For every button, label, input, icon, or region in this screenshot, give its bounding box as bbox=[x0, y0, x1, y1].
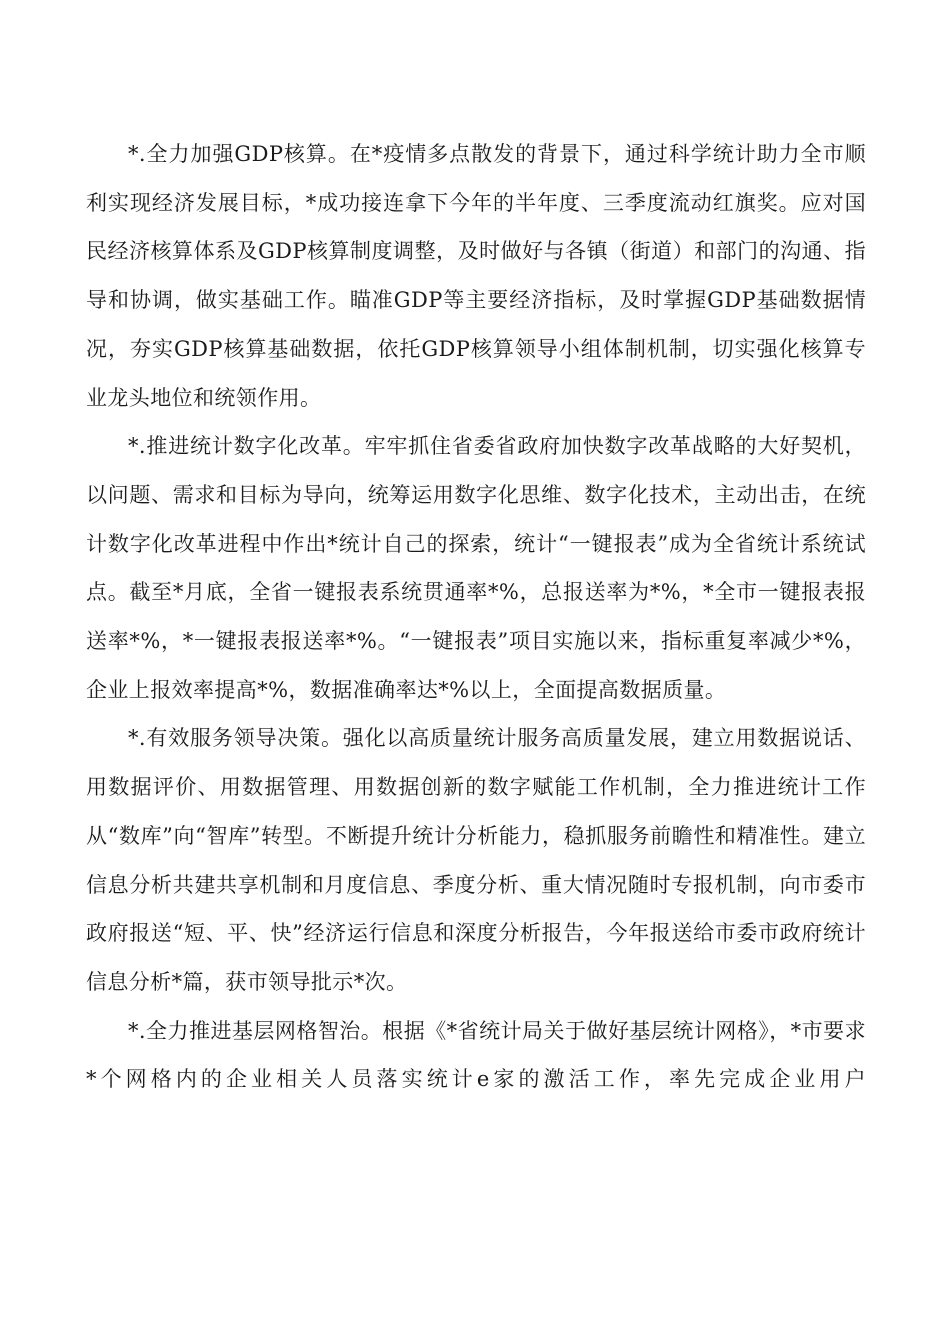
paragraph-heading: *.全力推进基层网格智治。 bbox=[128, 1018, 383, 1043]
paragraph-digital-reform bbox=[86, 422, 866, 714]
paragraph-heading: *.全力加强GDP核算。 bbox=[128, 142, 350, 166]
paragraph-gdp-accounting bbox=[86, 130, 866, 422]
paragraph-grid-governance bbox=[86, 1007, 866, 1104]
paragraph-text: 牢牢抓住省委省政府加快数字改革战略的大好契机，以问题、需求和目标为导向，统筹运用数字化思维、数字化技术，主动出击，在统计数字化改革进程中作出*统计自己的探索，统计“一键报表”成为全省统计系统试点。截至*月底，全省一键报表系统贯通率*%，总报送率为*%，*全市一键报表报送率*%，*一键报表报送率*%。“一键报表”项目实施以来，指标重复率减少*%，企业上报效率提高*%，数据准确率达*%以上，全面提高数据质量。 bbox=[86, 434, 866, 702]
document-body bbox=[86, 130, 866, 1104]
paragraph-text: 在*疫情多点散发的背景下，通过科学统计助力全市顺利实现经济发展目标，*成功接连拿下今年的半年度、三季度流动红旗奖。应对国民经济核算体系及GDP核算制度调整，及时做好与各镇（街道）和部门的沟通、指导和协调，做实基础工作。瞄准GDP等主要经济指标，及时掌握GDP基础数据情况，夯实GDP核算基础数据，依托GDP核算领导小组体制机制，切实强化核算专业龙头地位和统领作用。 bbox=[86, 142, 866, 410]
paragraph-heading: *.推进统计数字化改革。 bbox=[128, 434, 365, 459]
paragraph-heading: *.有效服务领导决策。 bbox=[128, 726, 343, 751]
paragraph-text: 强化以高质量统计服务高质量发展，建立用数据说话、用数据评价、用数据管理、用数据创新的数字赋能工作机制，全力推进统计工作从“数库”向“智库”转型。不断提升统计分析能力，稳抓服务前瞻性和精准性。建立信息分析共建共享机制和月度信息、季度分析、重大情况随时专报机制，向市委市政府报送“短、平、快”经济运行信息和深度分析报告，今年报送给市委市政府统计信息分析*篇，获市领导批示*次。 bbox=[86, 726, 866, 994]
paragraph-text: 根据《*省统计局关于做好基层统计网格》，*市要求*个网格内的企业相关人员落实统计e家的激活工作，率先完成企业用户 bbox=[86, 1018, 867, 1092]
paragraph-decision-service bbox=[86, 714, 866, 1006]
